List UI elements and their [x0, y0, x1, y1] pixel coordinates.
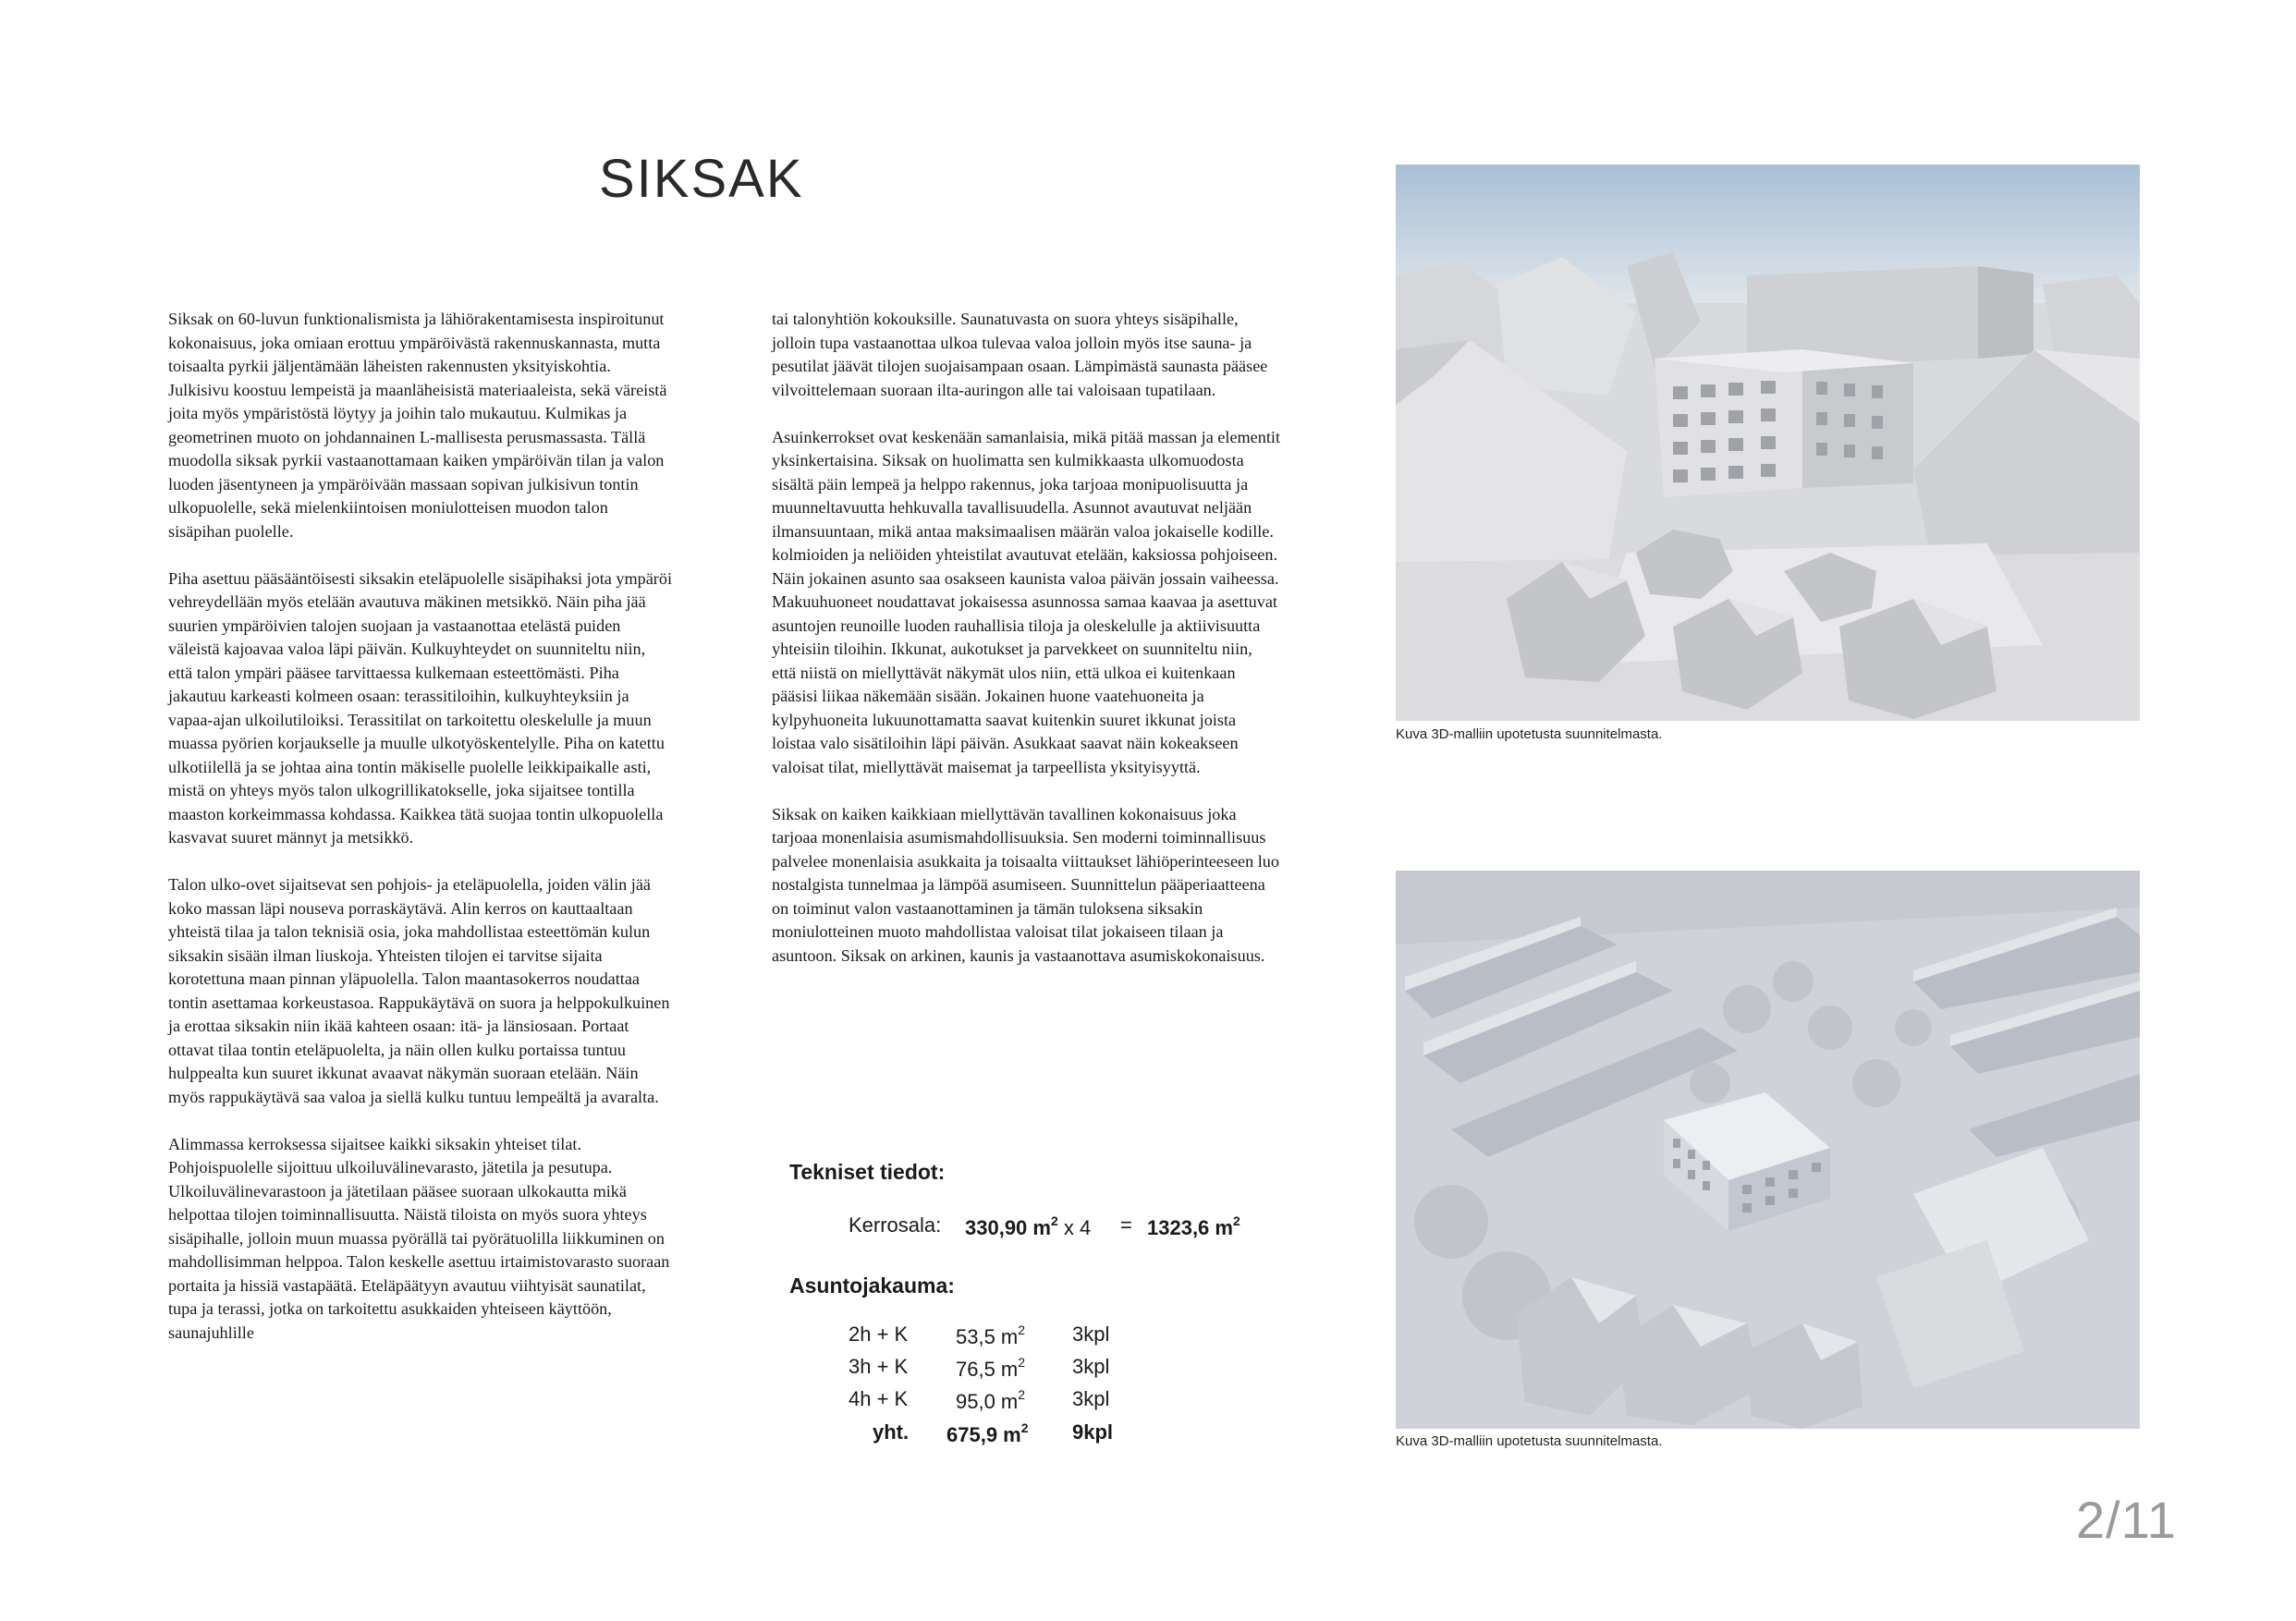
- apt-area: 53,5 $m^2$: [956, 1322, 1026, 1348]
- equals-sign: =: [1120, 1213, 1132, 1237]
- paragraph: Siksak on 60-luvun funktionalismista ja lähiörakentamisesta inspiroitunut kokonaisuus, joka omiaan erottuu ympäröivästä rakennuskannasta, mutta toisaalta pyrkii jäljentämään läheisten rakennusten yksityiskohtia. Julkisivu koostuu lempeistä ja maanläheisistä materiaaleista, sekä väreistä joita myös ympäristöstä löytyy ja joihin talo mukautuu. Kulmikas ja geometrinen muoto on johdannainen L-mallisesta perusmassasta. Tällä muodolla siksak pyrkii vastaanottamaan kaiken ympäröivän tilan ja valon luoden jäsentyneen ja ympäröivään massaan sopivan julkisivun tontin ulkopuolelle, sekä mielenkiintoisen moniulotteisen muodon talon sisäpihan puolelle.: [168, 310, 667, 541]
- tech-heading: Tekniset tiedot:: [789, 1160, 946, 1184]
- paragraph: Piha asettuu pääsääntöisesti siksakin eteläpuolelle sisäpihaksi jota ympäröi vehreydellään myös etelään avautuva mäkinen metsikkö. Näin piha jää suurien ympäröivien talojen suojaan ja vastaanottaa etelästä puiden väleistä kajoavaa valoa läpi päivän. Kulkuyhteydet on suunniteltu niin, että talon ympäri pääsee tarvittaessa kulkemaan esteettömästi. Piha jakautuu karkeasti kolmeen osaan: terassitiloihin, kulkuyhteyksiin ja vapaa-ajan ulkoilutiloiksi. Terassitilat on tarkoitettu oleskelulle ja muun muassa pyörien korjaukselle ja muulle ulkotyöskentelylle. Piha on katettu ulkotiilellä ja se johtaa aina tontin mäkiselle puolelle leikkipaikalle asti, mistä on yhteys myös talon ulkogrillikatokselle, joka sijaitsee tontilla maaston korkeimmassa kohdassa. Kaikkea tätä suojaa tontin ulkopuolella kasvavat suuret männyt ja metsikkö.: [168, 568, 672, 847]
- distribution-heading: Asuntojakauma:: [789, 1274, 955, 1298]
- image-caption: Kuva 3D-malliin upotetusta suunnitelmasta.: [1396, 1433, 1663, 1449]
- floor-area-label: Kerrosala:: [849, 1213, 942, 1237]
- total-label: yht.: [873, 1420, 910, 1444]
- paragraph: Talon ulko-ovet sijaitsevat sen pohjois- ja eteläpuolella, joiden välin jää koko massan läpi nouseva porraskäytävä. Alin kerros on kauttaaltaan yhteistä tilaa ja talon teknisiä osia, joka mahdollistaa esteettömän kulun siksakin sisään ilman liuskoja. Yhteisten tilojen ei tarvitse sijaita korotettuna maan pinnan yläpuolella. Talon maantasokerros noudattaa tontin asettamaa korkeustasoa. Rappukäytävä on suora ja helppokulkuinen ja erottaa siksakin niin ikää kahteen osaan: itä- ja länsiosaan. Portaat ottavat tilaa tontin eteläpuolelta, ja näin ollen kulku portaissa tuntuu hulppealta kun suuret ikkunat avaavat näkymän suoraan etelään. Näin myös rappukäytävä saa valoa ja siellä kulku tuntuu lempeältä ja avaralta.: [168, 875, 670, 1106]
- floor-area-value: 330,90 $m^2$ x 4: [965, 1213, 1092, 1239]
- apt-type: 4h + K: [849, 1387, 909, 1410]
- apt-count: 3kpl: [1072, 1355, 1110, 1378]
- total-area: 675,9 $m^2$: [946, 1420, 1029, 1446]
- paragraph: Siksak on kaiken kaikkiaan miellyttävän tavallinen kokonaisuus joka tarjoaa monenlaisia asumismahdollisuuksia. Sen moderni toiminnallisuus palvelee monenlaisia asukkaita ja toisaalta viittaukset lähiöperinteeseen luo nostalgista tunnelmaa ja lämpöä asumiseen. Suunnittelun pääperiaatteena on toiminut valon vastaanottaminen ja tämän tuloksena siksakin moniulotteinen muoto mahdollistaa valoisat tilat jokaiseen tilaan ja asuntoon. Siksak on arkinen, kaunis ja vastaanottava asumiskokonaisuus.: [772, 804, 1279, 965]
- text-column-left: [168, 308, 672, 1369]
- image-caption: Kuva 3D-malliin upotetusta suunnitelmasta.: [1396, 726, 1663, 742]
- paragraph: Asuinkerrokset ovat keskenään samanlaisia, mikä pitää massan ja elementit yksinkertaisina. Siksak on huolimatta sen kulmikkaasta ulkomuodosta sisältä päin lempeä ja helppo rakennus, joka tarjoaa monipuolisuutta ja muunneltavuutta hehkuvalla tavallisuudella. Asunnot avautuvat neljään ilmansuuntaan, mikä antaa maksimaalisen määrän valoa jokaiselle kodille. kolmioiden ja neliöiden yhteistilat avautuvat etelään, kaksiossa pohjoiseen. Näin jokainen asunto saa osakseen kaunista valoa päivän jossain vaiheessa. Makuuhuoneet noudattavat jokaisessa asunnossa samaa kaavaa ja asettuvat asuntojen reunoille luoden rauhallisia tiloja ja oleskelulle ja aktiivisuutta yhteisiin tiloihin. Ikkunat, aukotukset ja parvekkeet on suunniteltu niin, että niistä on miellyttävät näkymät ulos niin, että ulkoa ei kuitenkaan pääsisi liikaa näkemään sisään. Jokainen huone vaatehuoneita ja kylpyhuoneita lukuunottamatta saavat kuitenkin suuret ikkunat joista loistaa valo sisätiloihin läpi päivän. Asukkaat saavat näin kokeakseen valoisat tilat, miellyttävät maisemat ja tarpeellista yksityisyyttä.: [772, 427, 1280, 776]
- apt-type: 3h + K: [849, 1355, 909, 1378]
- render-image-2: [1396, 871, 2140, 1429]
- apt-area: 76,5 $m^2$: [956, 1355, 1026, 1381]
- total-count: 9kpl: [1072, 1420, 1114, 1444]
- render-image-1: [1396, 165, 2140, 721]
- text-column-middle: [772, 308, 1280, 992]
- paragraph: Alimmassa kerroksessa sijaitsee kaikki siksakin yhteiset tilat. Pohjoispuolelle sijoittuu ulkoiluvälinevarasto, jätetila ja pesutupa. Ulkoiluvälinevarastoon ja jätetilaan pääsee suoraan ulkokautta mikä helpottaa tilojen toiminnallisuutta. Näistä tiloista on myös suora yhteys sisäpihalle, jolloin muun muassa pyörällä tai pyörätuolilla liikkuminen on mahdollisimman helppoa. Talon keskelle asettuu irtaimistovarasto suoraan portaita ja hissiä vastapäätä. Eteläpäätyyn avautuu viihtyisät saunatilat, tupa ja terassi, jotka on tarkoitettu asukkaiden yhteiseen käyttöön, saunajuhlille: [168, 1134, 670, 1342]
- page-number: 2/11: [2076, 1491, 2177, 1549]
- floor-area-total: 1323,6 $m^2$: [1147, 1213, 1240, 1239]
- apt-type: 2h + K: [849, 1322, 909, 1346]
- paragraph: tai talonyhtiön kokouksille. Saunatuvasta on suora yhteys sisäpihalle, jolloin tupa vastaanottaa ulkoa tulevaa valoa jolloin myös itse sauna- ja pesutilat jäävät tilojen suojaisampaan osaan. Lämpimästä saunasta pääsee vilvoittelemaan suoraan ilta-auringon alle tai valoisaan tupatilaan.: [772, 310, 1268, 399]
- page-title: SIKSAK: [599, 149, 804, 209]
- apt-count: 3kpl: [1072, 1322, 1110, 1346]
- apt-count: 3kpl: [1072, 1387, 1110, 1410]
- apt-area: 95,0 $m^2$: [956, 1387, 1026, 1413]
